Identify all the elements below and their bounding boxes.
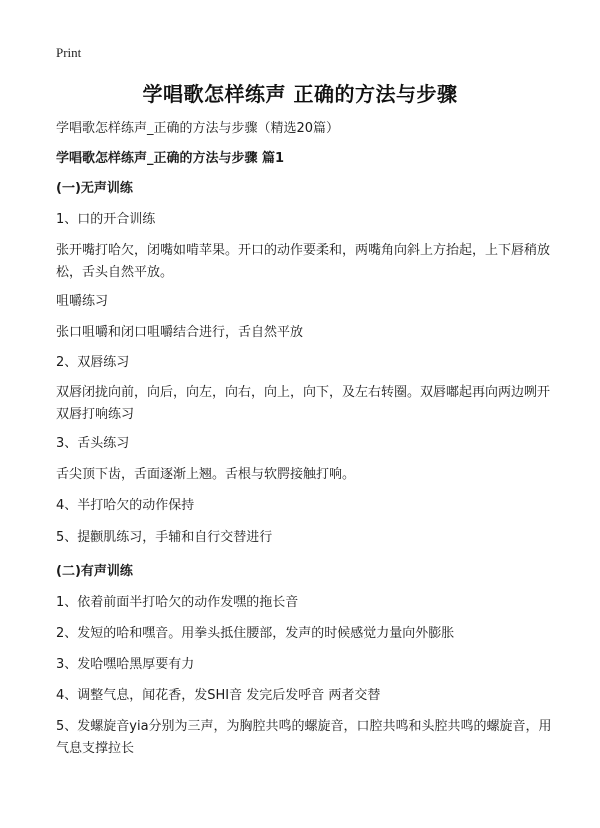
part2-heading: (二)有声训练: [56, 564, 133, 579]
voiced-item-2: 2、发短的哈和嘿音。用拳头抵住腰部，发声的时候感觉力量向外膨胀: [56, 626, 455, 641]
item-text-lips: 双唇闭拢向前，向后，向左，向右，向上，向下，及左右转圈。双唇嘟起再向两边咧开 双唇打响练习: [56, 385, 551, 422]
document-subtitle: 学唱歌怎样练声_正确的方法与步骤（精选20篇）: [56, 121, 340, 136]
page-title: 学唱歌怎样练声 正确的方法与步骤: [142, 82, 458, 106]
item-text-mouth-training: 张开嘴打哈欠，闭嘴如啃苹果。开口的动作要柔和，两嘴角向斜上方抬起，上下唇稍放松，舌头自然平放。: [56, 243, 551, 280]
print-label[interactable]: Print: [56, 45, 82, 60]
item-title-chewing: 咀嚼练习: [56, 294, 109, 309]
item-title-cheek-muscle: 5、提颧肌练习，手辅和自行交替进行: [56, 530, 273, 545]
item-title-lips: 2、双唇练习: [56, 355, 130, 370]
voiced-item-3: 3、发哈嘿哈黑厚要有力: [56, 657, 195, 672]
voiced-item-1: 1、依着前面半打哈欠的动作发嘿的拖长音: [56, 595, 299, 610]
item-text-tongue: 舌尖顶下齿，舌面逐渐上翘。舌根与软腭接触打响。: [56, 467, 356, 482]
voiced-item-5: 5、发螺旋音yia分别为三声，为胸腔共鸣的螺旋音，口腔共鸣和头腔共鸣的螺旋音，用气息支撑拉长: [56, 719, 552, 756]
item-title-mouth-training: 1、口的开合训练: [56, 212, 156, 227]
item-title-half-yawn: 4、半打哈欠的动作保持: [56, 498, 195, 513]
item-title-tongue: 3、舌头练习: [56, 436, 130, 451]
section-heading: 学唱歌怎样练声_正确的方法与步骤 篇1: [56, 151, 285, 166]
voiced-item-4: 4、调整气息，闻花香，发SHI音 发完后发呼音 两者交替: [56, 688, 381, 703]
item-text-chewing: 张口咀嚼和闭口咀嚼结合进行，舌自然平放: [56, 325, 304, 340]
part1-heading: (一)无声训练: [56, 181, 133, 196]
